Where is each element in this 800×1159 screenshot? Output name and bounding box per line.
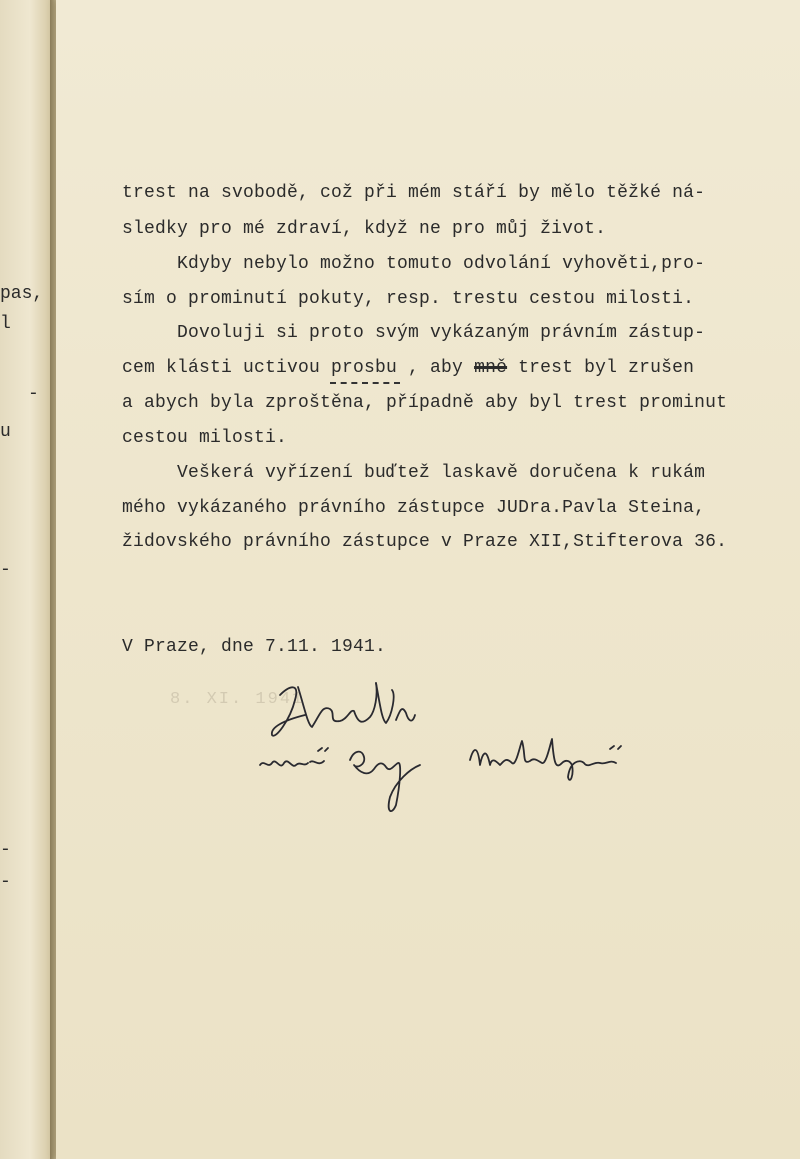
- body-line-2: sledky pro mé zdraví, když ne pro můj život.: [122, 219, 607, 239]
- body-line-10: mého vykázaného právního zástupce JUDra.Pavla Steina,: [122, 498, 706, 518]
- previous-page-edge: [0, 0, 51, 1159]
- body-line-7: a abych byla zproštěna, případně aby byl trest prominut: [122, 393, 728, 413]
- body-line-3: Kdyby nebylo možno tomuto odvolání vyhověti,pro-: [122, 254, 706, 274]
- margin-fragment: -: [28, 384, 39, 404]
- body-line-6-tail: trest byl zrušen: [507, 358, 695, 378]
- handwritten-signature: [250, 665, 670, 825]
- margin-fragment: pas,: [0, 284, 44, 304]
- document-sheet: [56, 0, 800, 1159]
- date-line: V Praze, dne 7.11. 1941.: [122, 637, 387, 657]
- struck-word: mně: [474, 358, 508, 378]
- body-line-4: sím o prominutí pokuty, resp. trestu cestou milosti.: [122, 289, 695, 309]
- body-line-6-head: cem klásti uctivou prosbu , aby: [122, 358, 475, 378]
- body-line-1: trest na svobodě, což při mém stáří by mělo těžké ná-: [122, 183, 706, 203]
- body-line-11: židovského právního zástupce v Praze XII,Stifterova 36.: [122, 532, 728, 552]
- margin-fragment: -: [0, 840, 11, 860]
- faint-stamp: 8. XI. 1941: [170, 690, 305, 709]
- body-line-5: Dovoluji si proto svým vykázaným právním zástup-: [122, 323, 706, 343]
- prosbu-underline: [330, 382, 400, 384]
- body-line-9: Veškerá vyřízení buďtež laskavě doručena k rukám: [122, 463, 706, 483]
- margin-fragment: -: [0, 872, 11, 892]
- body-line-8: cestou milosti.: [122, 428, 288, 448]
- margin-fragment: -: [0, 560, 11, 580]
- body-line-6: [122, 358, 694, 378]
- margin-fragment: l: [0, 314, 11, 334]
- margin-fragment: u: [0, 422, 11, 442]
